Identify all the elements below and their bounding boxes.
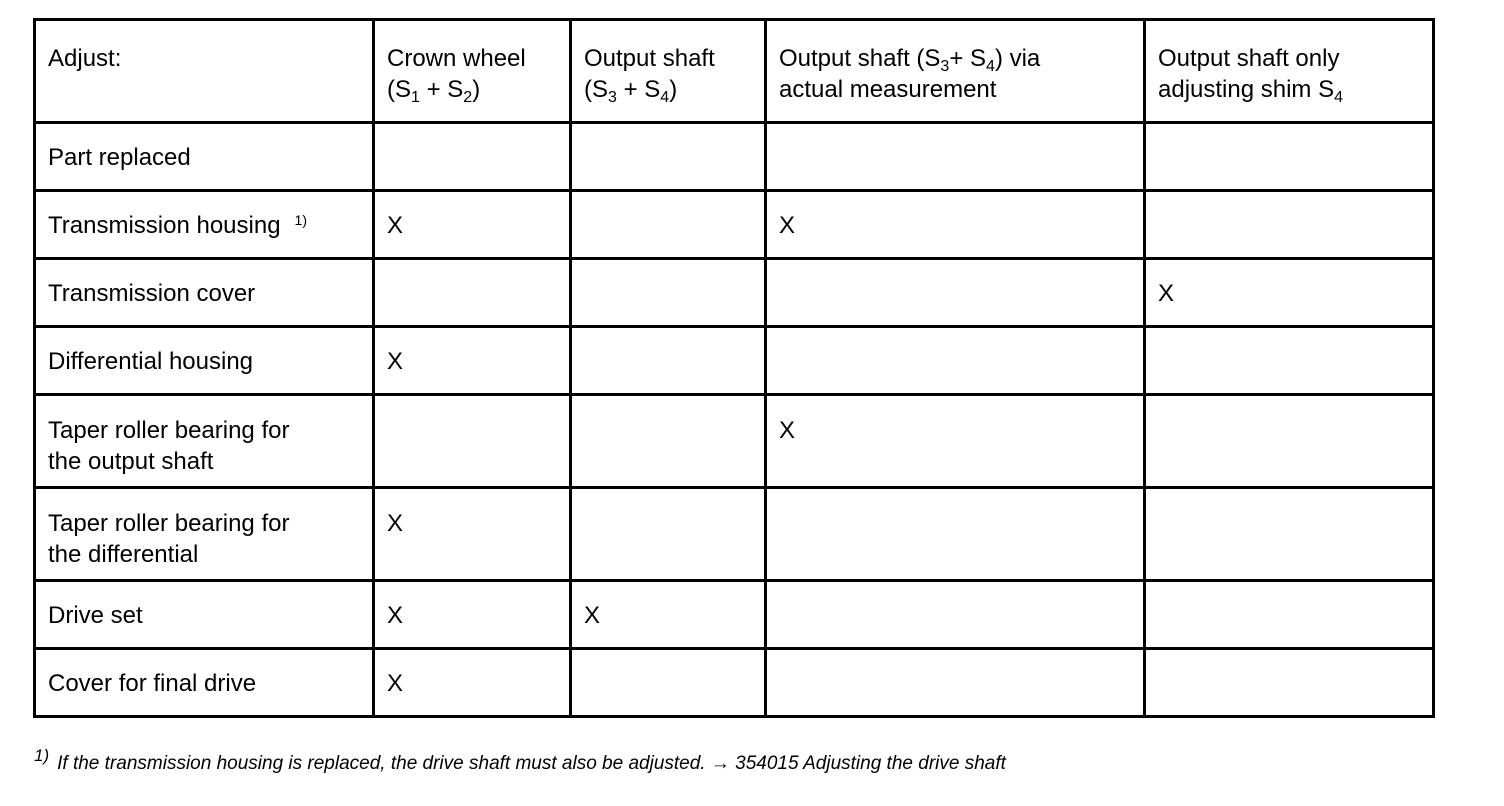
header-cell-crown-wheel: Crown wheel $(S_1 + S_2)$	[374, 20, 571, 123]
header-output-shaft-shim-a: S	[592, 76, 609, 103]
header-cell-output-shaft-measurement	[766, 20, 1145, 123]
table-cell	[1145, 259, 1434, 327]
table-cell	[571, 395, 766, 488]
cell-measurement	[767, 582, 1143, 600]
cell-measurement	[767, 650, 1143, 668]
header-measurement-sub-b: 4	[986, 58, 995, 75]
table-cell	[374, 191, 571, 259]
header-crown-wheel-sub-a: 1	[411, 89, 420, 106]
table-row	[35, 259, 1434, 327]
cell-output-shaft	[572, 260, 764, 278]
header-output-shaft-sub-a: 3	[608, 89, 617, 106]
cell-crown-wheel	[375, 396, 569, 415]
table-row	[35, 488, 1434, 581]
cell-measurement	[767, 124, 1143, 142]
cell-output-shaft	[572, 396, 764, 415]
header-cell-adjust	[35, 20, 374, 123]
cell-shim-s4	[1146, 489, 1432, 508]
header-cell-output-shaft: Output shaft $(S_3 + S_4)$	[571, 20, 766, 123]
table-cell	[571, 488, 766, 581]
table-cell	[374, 327, 571, 395]
table-cell	[374, 488, 571, 581]
row-label-cell	[35, 488, 374, 581]
footnote-mark: 1)	[34, 746, 50, 765]
header-measurement-line2: actual measurement	[779, 76, 997, 103]
table-row	[35, 649, 1434, 717]
table-cell	[766, 395, 1145, 488]
header-shim-line1: Output shaft only	[1158, 45, 1340, 72]
cell-crown-wheel: X	[387, 212, 404, 239]
table-row	[35, 123, 1434, 191]
cell-shim-s4	[1146, 396, 1432, 415]
row-label-line2: the differential	[48, 541, 199, 568]
row-label: Transmission housing	[48, 212, 281, 239]
table-row	[35, 395, 1434, 488]
cell-shim-s4	[1146, 582, 1432, 600]
table-cell	[1145, 327, 1434, 395]
table-cell	[571, 649, 766, 717]
table-cell	[571, 123, 766, 191]
table-row	[35, 581, 1434, 649]
header-shim-pre: adjusting shim S	[1158, 76, 1335, 103]
header-crown-wheel-sub-b: 2	[463, 89, 473, 106]
table-cell	[1145, 395, 1434, 488]
table-cell	[1145, 649, 1434, 717]
row-label-line2: the output shaft	[48, 448, 214, 475]
table-cell	[571, 191, 766, 259]
header-crown-wheel-plus: + S	[419, 76, 464, 103]
table-row	[35, 191, 1434, 259]
cell-output-shaft: X	[584, 602, 601, 629]
header-crown-wheel-line1: Crown wheel	[387, 45, 526, 72]
header-cell-shim-s4	[1145, 20, 1434, 123]
row-label-cell	[35, 259, 374, 327]
header-output-shaft-plus: + S	[616, 76, 661, 103]
cell-shim-s4	[1146, 124, 1432, 142]
table-cell	[766, 488, 1145, 581]
row-label-cell	[35, 123, 374, 191]
header-shim-sub: 4	[1334, 89, 1343, 106]
table-cell	[766, 259, 1145, 327]
adjustment-table	[33, 18, 1435, 718]
footnote	[34, 746, 1006, 775]
footnote-reference: 1)	[294, 212, 307, 228]
footnote-text: If the transmission housing is replaced, the drive shaft must also be adjusted. → 354015 Adjusting the drive shaft	[57, 753, 1006, 774]
row-label-cell	[35, 581, 374, 649]
cell-output-shaft	[572, 650, 764, 668]
cell-shim-s4	[1146, 328, 1432, 346]
table-cell	[374, 123, 571, 191]
row-label-line1: Taper roller bearing for	[48, 417, 290, 444]
table-cell	[766, 649, 1145, 717]
row-label-cell	[35, 649, 374, 717]
cell-output-shaft	[572, 328, 764, 346]
row-label-line1: Taper roller bearing for	[48, 510, 290, 537]
row-label: Differential housing	[48, 348, 254, 375]
row-label: Drive set	[48, 602, 143, 629]
header-measurement-post: ) via	[994, 45, 1041, 72]
table-cell	[571, 581, 766, 649]
cell-output-shaft	[572, 192, 764, 210]
cell-shim-s4	[1146, 650, 1432, 668]
header-adjust-label: Adjust:	[48, 45, 122, 72]
row-label-cell	[35, 191, 374, 259]
cell-measurement	[767, 260, 1143, 278]
table-cell	[571, 259, 766, 327]
cell-output-shaft	[572, 489, 764, 508]
table-cell	[766, 123, 1145, 191]
cell-crown-wheel: X	[387, 510, 404, 537]
cell-shim-s4: X	[1158, 280, 1175, 307]
table-cell	[571, 327, 766, 395]
header-measurement-plus: + S	[949, 45, 987, 72]
table-cell	[1145, 581, 1434, 649]
cell-crown-wheel: X	[387, 348, 404, 375]
header-crown-wheel-shim-a: S	[395, 76, 412, 103]
table-cell	[374, 581, 571, 649]
table-header-row	[35, 20, 1434, 123]
table-cell	[766, 191, 1145, 259]
row-label-cell	[35, 395, 374, 488]
cell-measurement: X	[779, 417, 796, 444]
table-cell	[374, 259, 571, 327]
cell-crown-wheel	[375, 124, 569, 142]
table-cell	[1145, 123, 1434, 191]
table-cell	[374, 649, 571, 717]
table-cell	[766, 327, 1145, 395]
row-label: Transmission cover	[48, 280, 256, 307]
table-cell	[374, 395, 571, 488]
cell-crown-wheel: X	[387, 602, 404, 629]
cell-output-shaft	[572, 124, 764, 142]
cell-crown-wheel: X	[387, 670, 404, 697]
cell-measurement	[767, 328, 1143, 346]
header-output-shaft-sub-b: 4	[660, 89, 670, 106]
row-label: Part replaced	[48, 144, 191, 171]
header-measurement-sub-a: 3	[940, 58, 950, 75]
header-output-shaft-line1: Output shaft	[584, 45, 715, 72]
row-label: Cover for final drive	[48, 670, 257, 697]
cell-crown-wheel	[375, 260, 569, 278]
table-cell	[1145, 191, 1434, 259]
table-cell	[1145, 488, 1434, 581]
row-label-cell	[35, 327, 374, 395]
table-cell	[766, 581, 1145, 649]
cell-measurement: X	[779, 212, 796, 239]
cell-measurement	[767, 489, 1143, 508]
table-row	[35, 327, 1434, 395]
header-measurement-pre: Output shaft (S	[779, 45, 941, 72]
cell-shim-s4	[1146, 192, 1432, 210]
